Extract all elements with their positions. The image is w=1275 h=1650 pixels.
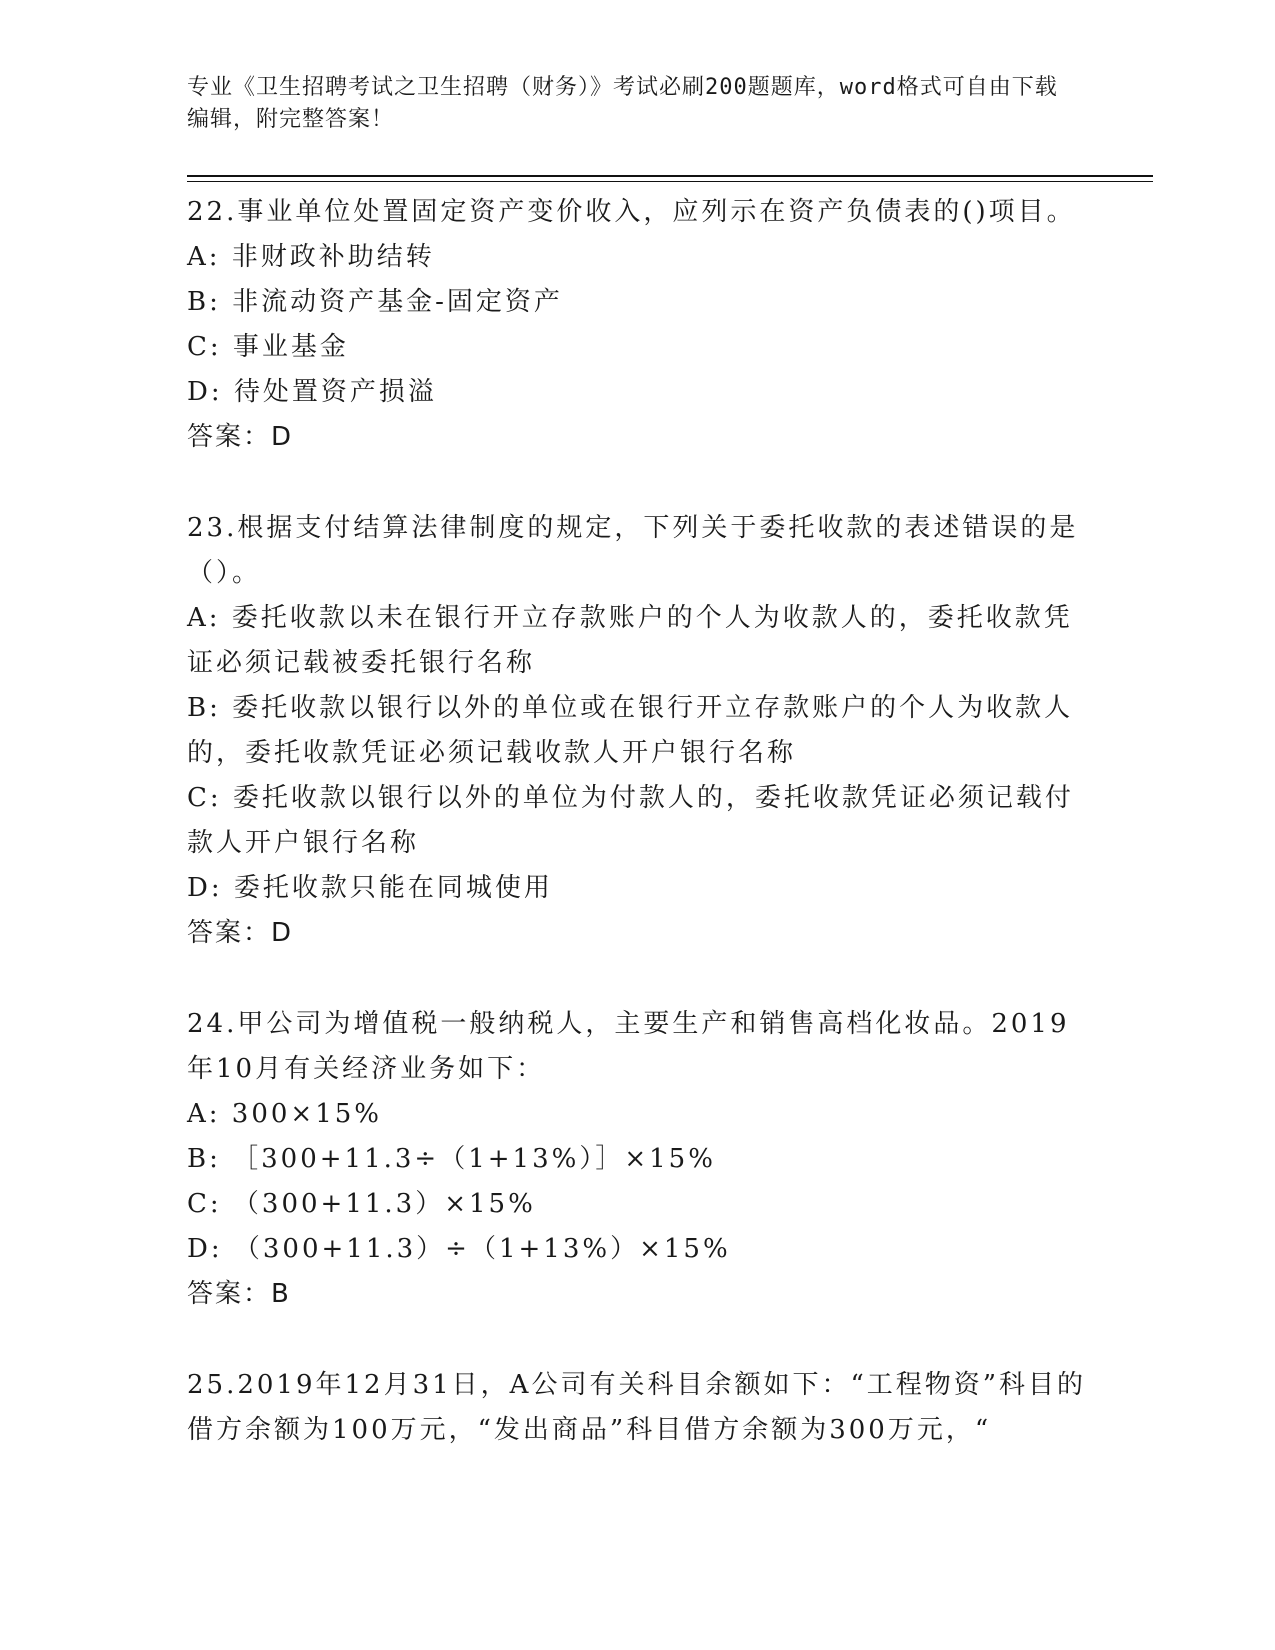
option-d: D: （300+11.3）÷（1+13%）×15%	[187, 1234, 731, 1264]
question-22	[187, 190, 1087, 460]
question-stem: 24.甲公司为增值税一般纳税人，主要生产和销售高档化妆品。2019年10月有关经济业务如下：	[187, 1009, 1070, 1084]
option-b: B: 非流动资产基金-固定资产	[187, 287, 563, 317]
question-25	[187, 1363, 1087, 1453]
answer: 答案：D	[187, 918, 294, 948]
option-c: C: （300+11.3）×15%	[187, 1189, 536, 1219]
header-divider-thin	[187, 181, 1153, 182]
question-stem: 23.根据支付结算法律制度的规定，下列关于委托收款的表述错误的是（）。	[187, 513, 1079, 588]
option-d: D: 待处置资产损溢	[187, 377, 437, 407]
option-a: A: 300×15%	[187, 1099, 383, 1129]
answer: 答案：D	[187, 422, 294, 452]
option-b: B: 委托收款以银行以外的单位或在银行开立存款账户的个人为收款人的，委托收款凭证必须记载收款人开户银行名称	[187, 693, 1074, 768]
option-a: A: 委托收款以未在银行开立存款账户的个人为收款人的，委托收款凭证必须记载被委托银行名称	[187, 603, 1073, 678]
question-24	[187, 1002, 1087, 1317]
question-stem: 25.2019年12月31日，A公司有关科目余额如下：“工程物资”科目的借方余额为100万元，“发出商品”科目借方余额为300万元，“	[187, 1370, 1087, 1445]
question-stem: 22.事业单位处置固定资产变价收入，应列示在资产负债表的()项目。	[187, 197, 1076, 227]
option-d: D: 委托收款只能在同城使用	[187, 873, 553, 903]
option-a: A: 非财政补助结转	[187, 242, 435, 272]
question-list	[187, 190, 1087, 1499]
option-c: C: 委托收款以银行以外的单位为付款人的，委托收款凭证必须记载付款人开户银行名称	[187, 783, 1074, 858]
document-header: 专业《卫生招聘考试之卫生招聘（财务）》考试必刷200题题库，word格式可自由下载编辑，附完整答案！	[187, 75, 1058, 132]
option-b: B: ［300+11.3÷（1+13%）］×15%	[187, 1144, 716, 1174]
question-23	[187, 506, 1087, 956]
header-divider	[187, 175, 1153, 177]
option-c: C: 事业基金	[187, 332, 349, 362]
answer: 答案：B	[187, 1279, 291, 1309]
